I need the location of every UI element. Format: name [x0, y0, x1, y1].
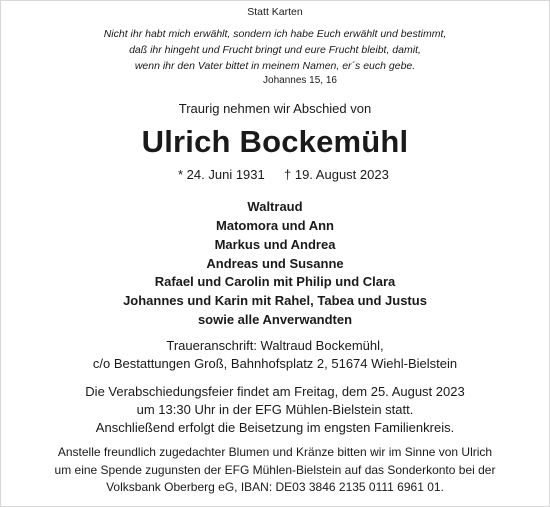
family-line: Markus und Andrea — [214, 237, 336, 252]
death-date: † 19. August 2023 — [284, 167, 389, 182]
quote-line-3: wenn ihr den Vater bittet in meinem Namen, er´s euch gebe. — [134, 60, 416, 72]
quote-source: Johannes 15, 16 — [263, 75, 337, 86]
family-line: Johannes und Karin mit Rahel, Tabea und Justus — [123, 293, 427, 308]
donation-line-1: Anstelle freundlich zugedachter Blumen und Kränze bitten wir im Sinne von Ulrich — [57, 445, 493, 459]
address-line-2: c/o Bestattungen Groß, Bahnhofsplatz 2, 51674 Wiehl-Bielstein — [92, 356, 458, 371]
announcement-text: Traurig nehmen wir Abschied von — [178, 101, 372, 116]
quote-line-1: Nicht ihr habt mich erwählt, sondern ich habe Euch erwählt und bestimmt, — [103, 28, 447, 40]
ceremony-line-1: Die Verabschiedungsfeier findet am Freitag, dem 25. August 2023 — [85, 384, 465, 399]
donation-line-2: um eine Spende zugunsten der EFG Mühlen-Bielstein auf das Sonderkonto bei der — [54, 463, 496, 477]
family-line: Andreas und Susanne — [206, 256, 344, 271]
donation-line-3: Volksbank Oberberg eG, IBAN: DE03 3846 2135 0111 6961 01. — [106, 480, 444, 494]
ceremony-line-2: um 13:30 Uhr in der EFG Mühlen-Bielstein statt. — [136, 402, 414, 417]
family-line: Matomora und Ann — [216, 218, 334, 233]
family-line: Rafael und Carolin mit Philip und Clara — [154, 274, 396, 289]
quote-line-2: daß ihr hingeht und Frucht bringt und eure Frucht bleibt, damit, — [129, 44, 421, 56]
deceased-name: Ulrich Bockemühl — [141, 124, 409, 159]
statt-karten-label: Statt Karten — [247, 6, 303, 18]
birth-date: * 24. Juni 1931 — [178, 167, 265, 182]
ceremony-line-3: Anschließend erfolgt die Beisetzung im engsten Familienkreis. — [95, 420, 455, 435]
family-line: Waltraud — [247, 199, 303, 214]
family-line: sowie alle Anverwandten — [197, 312, 353, 327]
address-line-1: Traueranschrift: Waltraud Bockemühl, — [166, 338, 384, 353]
